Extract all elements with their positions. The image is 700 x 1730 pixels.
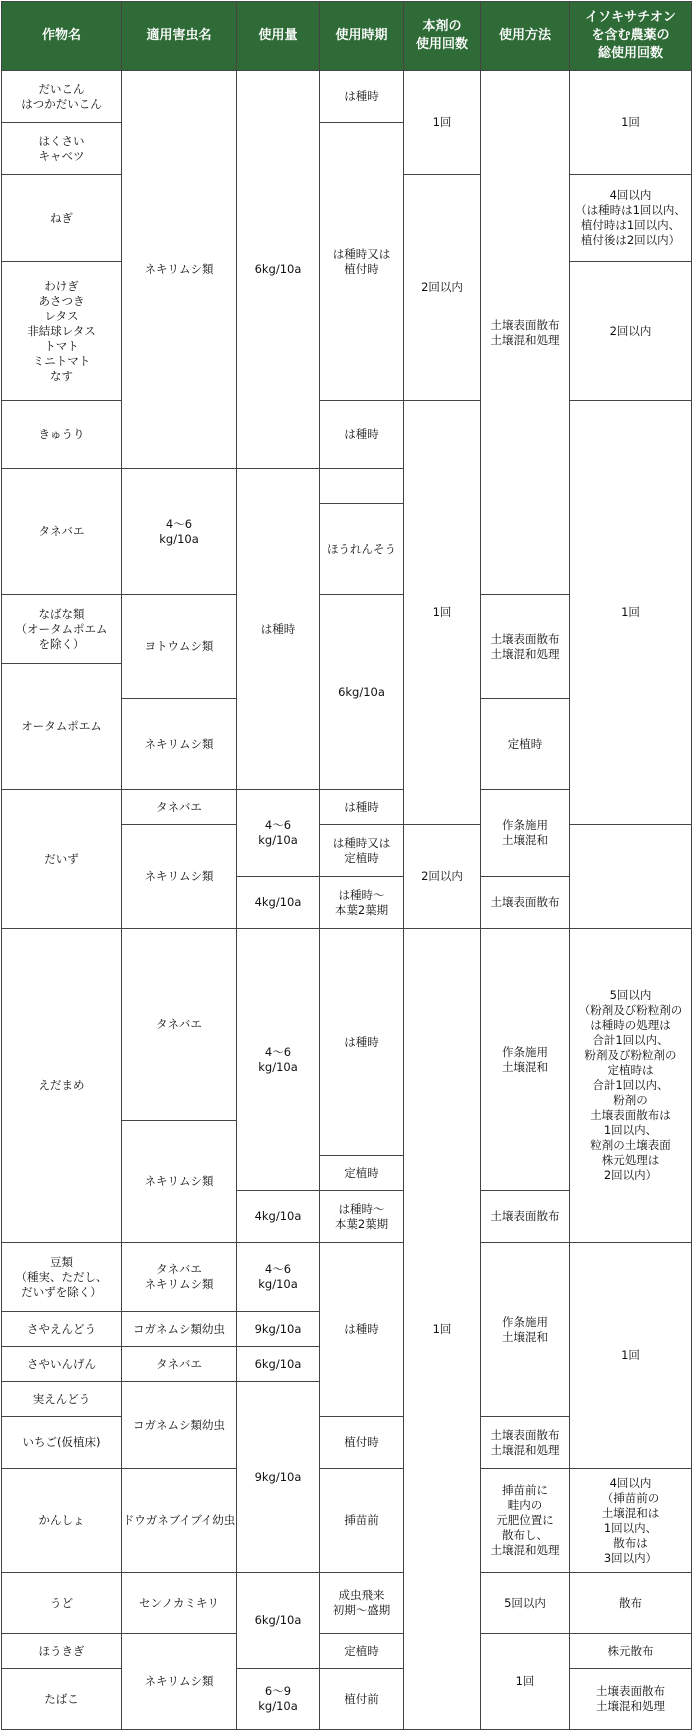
pest-cell: タネバエ <box>122 790 237 825</box>
pest-cell: コガネムシ類幼虫 <box>122 1312 237 1347</box>
table-row <box>2 1634 692 1669</box>
method-cell: 土壌表面散布 土壌混和処理 <box>481 71 570 595</box>
pest-cell: タネバエ <box>122 929 237 1121</box>
timing-cell: 定植時 <box>320 1634 404 1669</box>
pest-cell: ネキリムシ類 <box>122 1634 237 1730</box>
crop-cell: えだまめ <box>2 929 122 1243</box>
timing-cell: は種時 <box>237 469 320 790</box>
amount-cell: 6kg/10a <box>237 1573 320 1669</box>
amount-cell: 6kg/10a <box>320 595 404 790</box>
method-cell: 挿苗前に 畦内の 元肥位置に 散布し、 土壌混和処理 <box>481 1469 570 1573</box>
amount-cell: 4kg/10a <box>237 1191 320 1243</box>
header-pest: 適用害虫名 <box>122 2 237 71</box>
total-cell: 1回 <box>570 71 692 175</box>
amount-cell: 4～6 kg/10a <box>237 790 320 877</box>
pest-cell: ネキリムシ類 <box>122 71 237 469</box>
count-cell: 1回 <box>404 929 481 1730</box>
amount-cell: 9kg/10a <box>237 1382 320 1573</box>
crop-cell: はくさい キャベツ <box>2 123 122 175</box>
crop-cell: さやいんげん <box>2 1347 122 1382</box>
timing-cell: は種時 <box>320 401 404 469</box>
table-row <box>2 71 692 123</box>
crop-cell: ねぎ <box>2 175 122 262</box>
method-cell: 土壌表面散布 <box>481 1191 570 1243</box>
timing-cell: は種時又は 植付時 <box>320 123 404 401</box>
amount-cell: 6kg/10a <box>237 1347 320 1382</box>
timing-cell: は種時又は 定植時 <box>320 825 404 877</box>
pest-cell: コガネムシ類幼虫 <box>122 1382 237 1469</box>
crop-cell: たばこ <box>2 1669 122 1730</box>
crop-cell: だいこん はつかだいこん <box>2 71 122 123</box>
pest-cell: ネキリムシ類 <box>122 825 237 929</box>
timing-cell: 植付前 <box>320 1669 404 1730</box>
pest-cell: センノカミキリ <box>122 1573 237 1634</box>
timing-cell: は種時 <box>320 1243 404 1417</box>
timing-cell: 定植時 <box>320 1156 404 1191</box>
crop-cell: なばな類 （オータムポエム を除く） <box>2 595 122 664</box>
table-row <box>2 1573 692 1634</box>
amount-cell: 6kg/10a <box>237 71 320 469</box>
total-cell: 2回以内 <box>570 262 692 401</box>
crop-cell: だいず <box>2 790 122 929</box>
amount-cell: 4～6 kg/10a <box>122 469 237 595</box>
crop-cell: オータムポエム <box>2 664 122 790</box>
total-cell: 5回以内 （粉剤及び粉粒剤の は種時の処理は 合計1回以内、 粉剤及び粉粒剤の 定植時は 合計1回以内、 粉剤の 土壌表面散布は 1回以内、 粒剤の土壌表面 株元処理は 2回以内） <box>570 929 692 1243</box>
pest-cell: タネバエ <box>2 469 122 595</box>
crop-cell: 豆類 （種実、ただし、 だいずを除く） <box>2 1243 122 1312</box>
crop-cell: さやえんどう <box>2 1312 122 1347</box>
crop-cell: ほうきぎ <box>2 1634 122 1669</box>
header-crop: 作物名 <box>2 2 122 71</box>
timing-cell: 植付時 <box>320 1417 404 1469</box>
timing-cell: は種時 <box>320 790 404 825</box>
table-row <box>2 1469 692 1573</box>
crop-cell: かんしょ <box>2 1469 122 1573</box>
timing-cell: は種時 <box>320 929 404 1156</box>
timing-cell: は種時～ 本葉2葉期 <box>320 877 404 929</box>
header-amount: 使用量 <box>237 2 320 71</box>
method-cell: 株元散布 <box>570 1634 692 1669</box>
table-row <box>2 1669 692 1730</box>
crop-cell: ほうれんそう <box>320 504 404 595</box>
total-cell: 4回以内 （は種時は1回以内、 植付時は1回以内、 植付後は2回以内） <box>570 175 692 262</box>
pest-cell: タネバエ <box>122 1347 237 1382</box>
method-cell: 作条施用 土壌混和 <box>481 1243 570 1417</box>
total-cell: 1回 <box>570 1243 692 1469</box>
pest-cell: タネバエ ネキリムシ類 <box>122 1243 237 1312</box>
count-cell: 5回以内 <box>481 1573 570 1634</box>
count-cell: 2回以内 <box>404 825 481 929</box>
method-cell: 土壌表面散布 土壌混和処理 <box>570 1669 692 1730</box>
timing-cell: は種時～ 本葉2葉期 <box>320 1191 404 1243</box>
count-cell: 1回 <box>404 71 481 175</box>
crop-cell: きゅうり <box>2 401 122 469</box>
pest-cell: ネキリムシ類 <box>122 1121 237 1243</box>
pest-cell: ヨトウムシ類 <box>122 595 237 699</box>
total-cell: 1回 <box>570 401 692 825</box>
header-timing: 使用時期 <box>320 2 404 71</box>
table-row <box>2 929 692 1121</box>
amount-cell: 9kg/10a <box>237 1312 320 1347</box>
crop-cell: 実えんどう <box>2 1382 122 1417</box>
table-row <box>2 1243 692 1312</box>
header-method: 使用方法 <box>481 2 570 71</box>
amount-cell: 4～6 kg/10a <box>237 1243 320 1312</box>
count-cell: 1回 <box>404 401 481 825</box>
method-cell: 土壌表面散布 土壌混和処理 <box>481 1417 570 1469</box>
method-cell: 作条施用 土壌混和 <box>481 790 570 877</box>
method-cell: 土壌表面散布 <box>481 877 570 929</box>
timing-cell: 定植時 <box>481 699 570 790</box>
timing-cell: 成虫飛来 初期～盛期 <box>320 1573 404 1634</box>
timing-cell: は種時 <box>320 71 404 123</box>
total-cell: 4回以内 （挿苗前の 土壌混和は 1回以内、 散布は 3回以内） <box>570 1469 692 1573</box>
method-cell: 土壌表面散布 土壌混和処理 <box>481 595 570 699</box>
pest-cell: ネキリムシ類 <box>122 699 237 790</box>
amount-cell: 4～6 kg/10a <box>237 929 320 1191</box>
crop-cell: わけぎ あさつき レタス 非結球レタス トマト ミニトマト なす <box>2 262 122 401</box>
method-cell: 散布 <box>570 1573 692 1634</box>
header-count: 本剤の 使用回数 <box>404 2 481 71</box>
amount-cell: 4kg/10a <box>237 877 320 929</box>
table-row <box>2 401 692 435</box>
method-cell: 作条施用 土壌混和 <box>481 929 570 1191</box>
amount-cell: 6～9 kg/10a <box>237 1669 320 1730</box>
pesticide-usage-table <box>1 1 692 1730</box>
crop-cell: いちご(仮植床) <box>2 1417 122 1469</box>
header-row <box>2 2 692 71</box>
count-cell: 1回 <box>481 1634 570 1730</box>
crop-cell: うど <box>2 1573 122 1634</box>
pest-cell: ドウガネブイブイ幼虫 <box>122 1469 237 1573</box>
header-total: イソキサチオン を含む農薬の 総使用回数 <box>570 2 692 71</box>
count-cell: 2回以内 <box>404 175 481 401</box>
timing-cell: 挿苗前 <box>320 1469 404 1573</box>
